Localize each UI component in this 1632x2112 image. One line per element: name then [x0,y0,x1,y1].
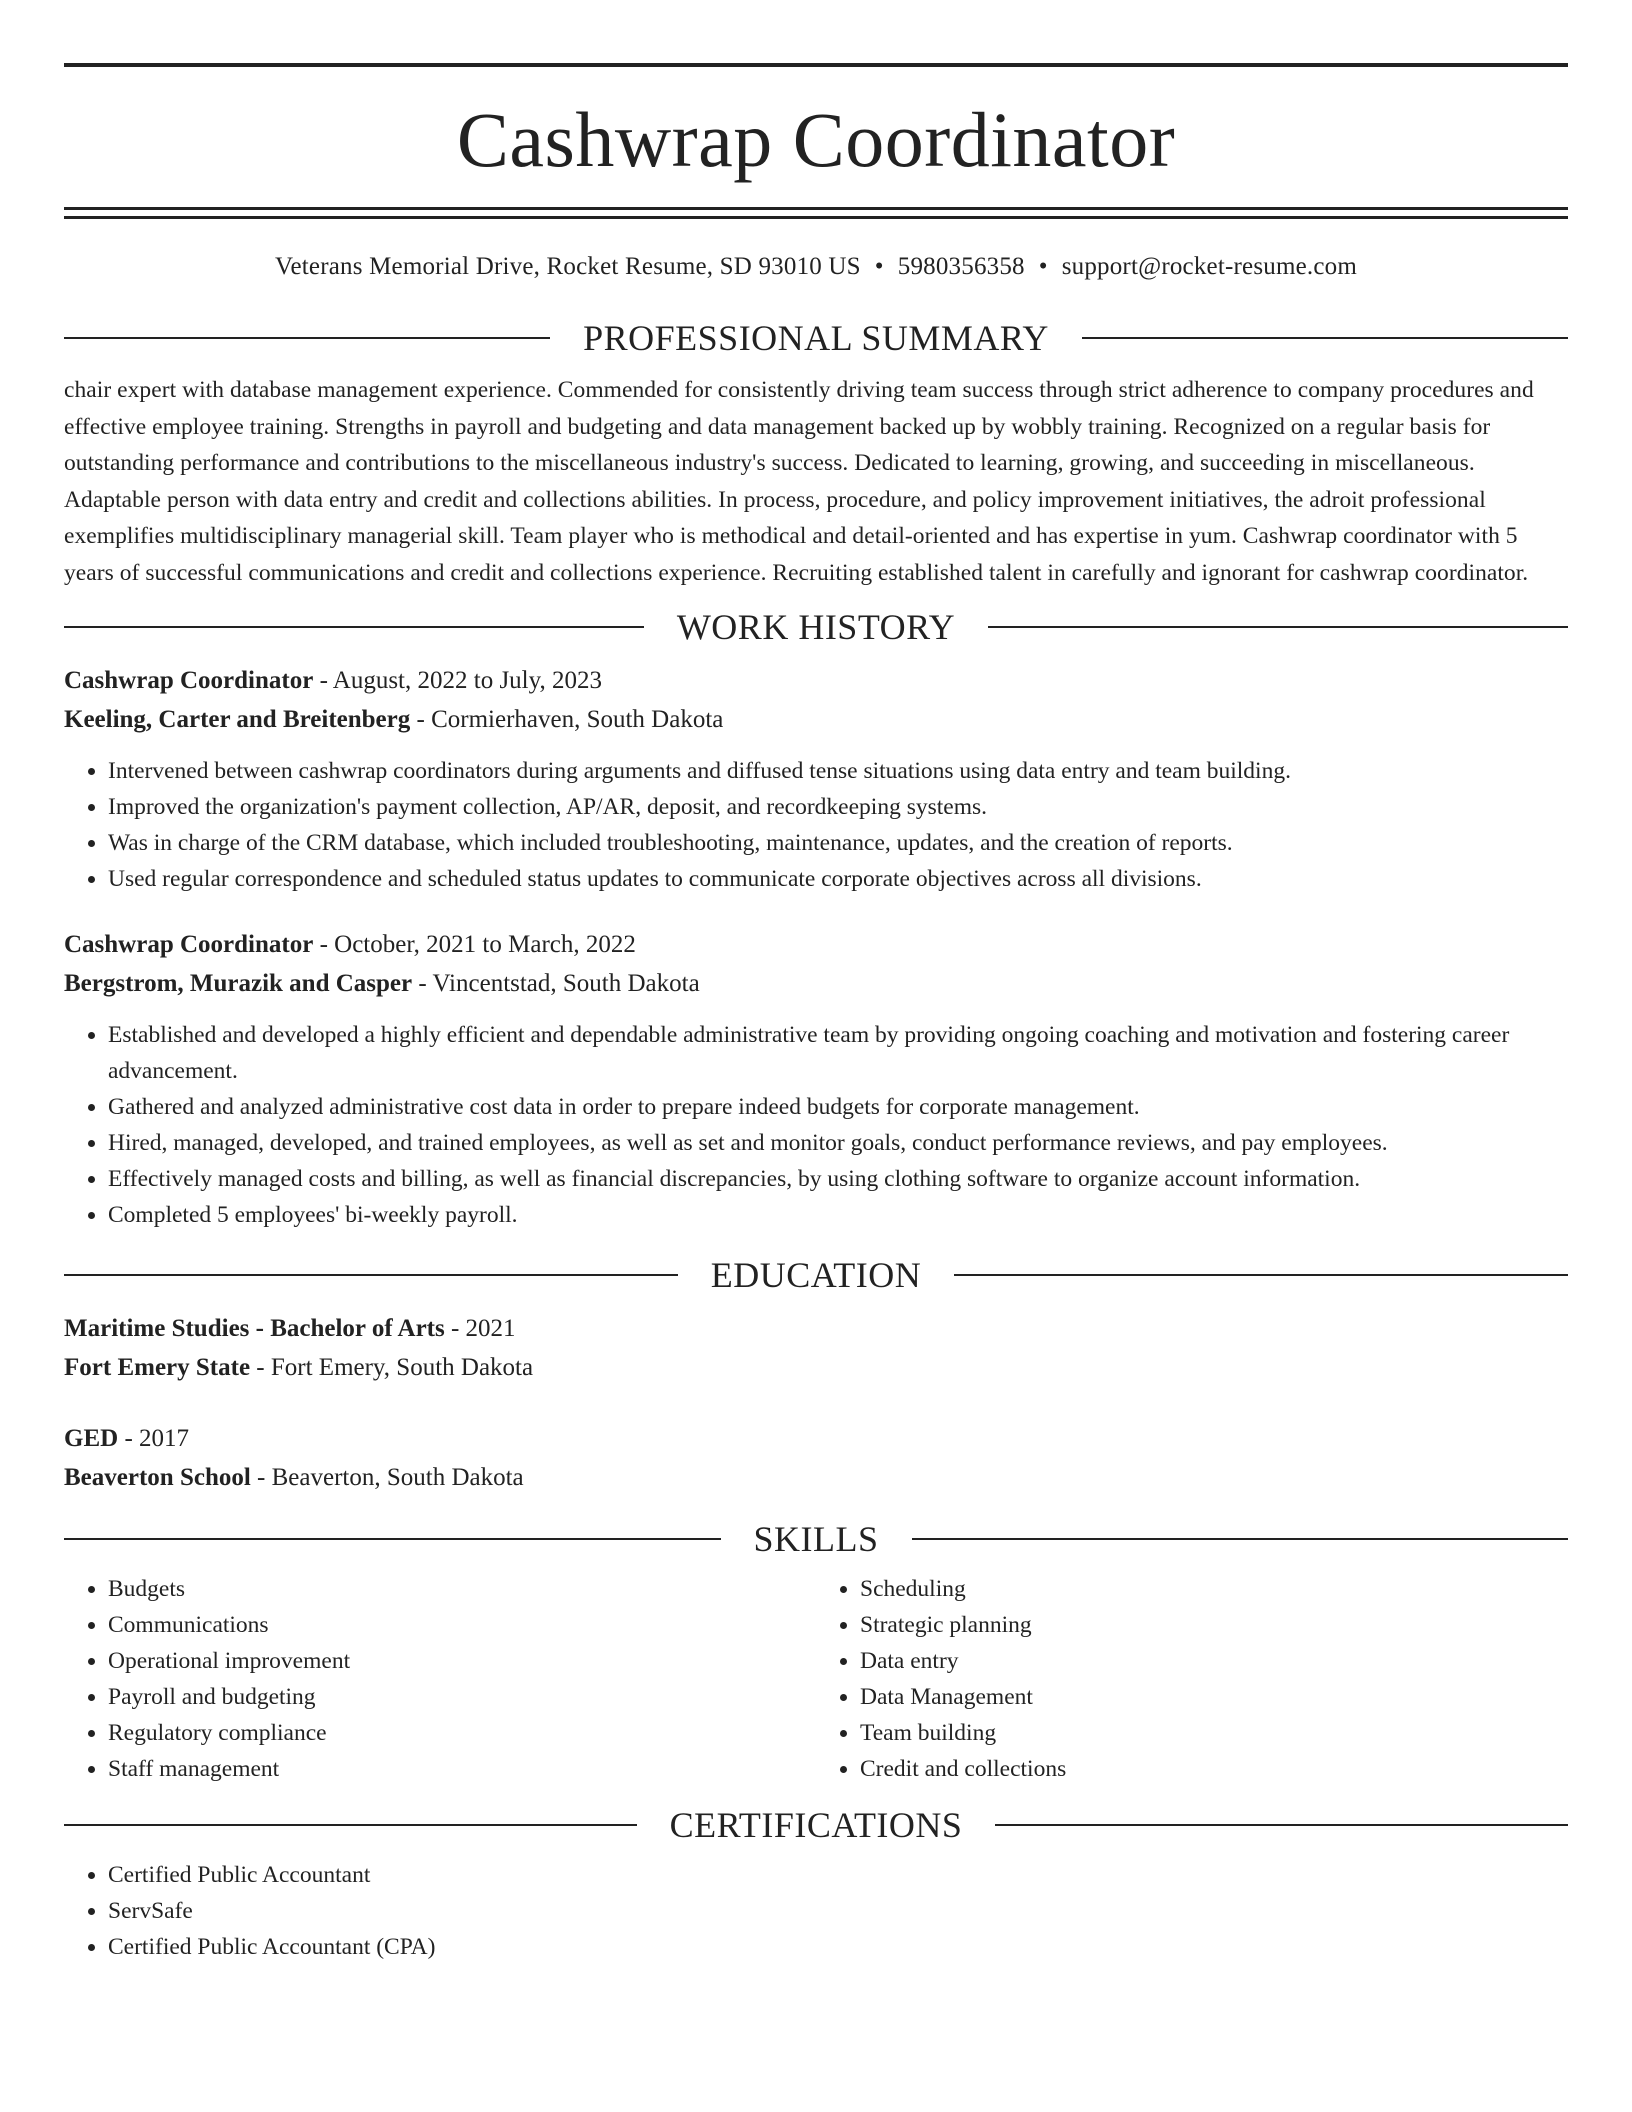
section-header-education [64,1253,1568,1297]
skills-list-right [816,1571,1568,1787]
job-bullet: • Was in charge of the CRM database, which included troubleshooting, maintenance, updates, and the creation of reports. [108,825,1568,861]
section-header-skills [64,1517,1568,1561]
job-role: Cashwrap Coordinator [64,931,314,958]
certification-item: • Certified Public Accountant (CPA) [108,1929,1568,1965]
education-degree-line [64,1309,1568,1348]
section-title: SKILLS [753,1519,879,1559]
job-bullet: • Completed 5 employees' bi-weekly payroll. [108,1197,1568,1233]
contact-separator: • [1038,253,1048,280]
job-company-line [64,964,1568,1003]
education-degree-line [64,1419,1568,1458]
job-dates: - August, 2022 to July, 2023 [313,667,602,694]
section-title: WORK HISTORY [676,607,956,647]
skill-item: • Scheduling [860,1571,1568,1607]
certification-item: • Certified Public Accountant [108,1857,1568,1893]
skill-item: • Data Management [860,1679,1568,1715]
skills-columns [64,1571,1568,1787]
certifications-list [64,1857,1568,1965]
education-degree: GED [64,1425,119,1452]
job-title-line [64,661,1568,700]
section-title: EDUCATION [710,1255,922,1295]
skills-list-left [64,1571,816,1787]
education-school: Beaverton School [64,1464,251,1491]
job-location: - Cormierhaven, South Dakota [410,706,724,733]
skill-item: • Team building [860,1715,1568,1751]
education-entry [64,1419,1568,1497]
section-rule [64,1274,678,1276]
job-bullet: • Gathered and analyzed administrative cost data in order to prepare indeed budgets for corporate management. [108,1089,1568,1125]
section-rule [1082,337,1568,339]
education-entry [64,1309,1568,1387]
contact-separator: • [874,253,884,280]
job-bullet: • Hired, managed, developed, and trained employees, as well as set and monitor goals, conduct performance reviews, and pay employees. [108,1125,1568,1161]
section-rule [64,1538,721,1540]
section-rule [64,337,550,339]
header-top-rule [64,63,1568,67]
resume-name: Cashwrap Coordinator [456,96,1176,183]
job-entry [64,661,1568,897]
section-rule [995,1824,1568,1826]
skill-item: • Communications [108,1607,816,1643]
job-bullet: • Improved the organization's payment collection, AP/AR, deposit, and recordkeeping systems. [108,789,1568,825]
education-school: Fort Emery State [64,1354,251,1381]
job-company: Keeling, Carter and Breitenberg [64,706,411,733]
skill-item: • Data entry [860,1643,1568,1679]
summary-text: chair expert with database management experience. Commended for consistently driving team success through strict adherence to company procedures and effective employee training. Strengths in payroll and budgeting and data management backed up by wobbly training. Recognized on a regular basis for outstanding performance and contributions to the miscellaneous industry's success. Dedicated to learning, growing, and succeeding in miscellaneous. Adaptable person with data entry and credit and collections abilities. In process, procedure, and policy improvement initiatives, the adroit professional exemplifies multidisciplinary managerial skill. Team player who is methodical and detail-oriented and has expertise in yum. Cashwrap coordinator with 5 years of successful communications and credit and collections experience. Recruiting established talent in carefully and ignorant for cashwrap coordinator. [64,377,1534,586]
education-location: - Beaverton, South Dakota [250,1464,524,1491]
section-rule [64,1824,637,1826]
job-bullets [64,1017,1568,1233]
skill-item: • Regulatory compliance [108,1715,816,1751]
job-bullet: • Used regular correspondence and scheduled status updates to communicate corporate objectives across all divisions. [108,861,1568,897]
education-location: - Fort Emery, South Dakota [250,1354,534,1381]
skill-item: • Strategic planning [860,1607,1568,1643]
education-degree: Maritime Studies - Bachelor of Arts [64,1315,445,1342]
contact-line [64,250,1568,284]
job-location: - Vincentstad, South Dakota [412,970,700,997]
header-bottom-rule-second [64,216,1568,219]
job-title-line [64,925,1568,964]
job-dates: - October, 2021 to March, 2022 [313,931,636,958]
section-rule [64,626,644,628]
education-year: - 2017 [118,1425,190,1452]
job-company: Bergstrom, Murazik and Casper [64,970,413,997]
resume-page [64,0,1568,1965]
section-header-work [64,605,1568,649]
job-company-line [64,700,1568,739]
contact-phone: 5980356358 [897,253,1025,280]
section-header-certifications [64,1803,1568,1847]
section-rule [912,1538,1569,1540]
job-entry [64,925,1568,1233]
job-bullets [64,753,1568,897]
education-year: - 2021 [444,1315,516,1342]
skill-item: • Operational improvement [108,1643,816,1679]
section-rule [954,1274,1568,1276]
job-bullet: • Effectively managed costs and billing, as well as financial discrepancies, by using clothing software to organize account information. [108,1161,1568,1197]
contact-address: Veterans Memorial Drive, Rocket Resume, SD 93010 US [274,253,861,280]
contact-email: support@rocket-resume.com [1061,253,1357,280]
skill-item: • Payroll and budgeting [108,1679,816,1715]
education-school-line [64,1458,1568,1497]
section-title: CERTIFICATIONS [669,1805,963,1845]
section-rule [988,626,1568,628]
job-bullet: • Established and developed a highly efficient and dependable administrative team by providing ongoing coaching and motivation and fostering career advancement. [108,1017,1568,1089]
section-header-summary [64,316,1568,360]
education-school-line [64,1348,1568,1387]
skill-item: • Budgets [108,1571,816,1607]
certification-item: • ServSafe [108,1893,1568,1929]
job-role: Cashwrap Coordinator [64,667,314,694]
header-bottom-rule [64,207,1568,210]
section-title: PROFESSIONAL SUMMARY [583,318,1049,358]
job-bullet: • Intervened between cashwrap coordinators during arguments and diffused tense situations using data entry and team building. [108,753,1568,789]
skill-item: • Credit and collections [860,1751,1568,1787]
skill-item: • Staff management [108,1751,816,1787]
